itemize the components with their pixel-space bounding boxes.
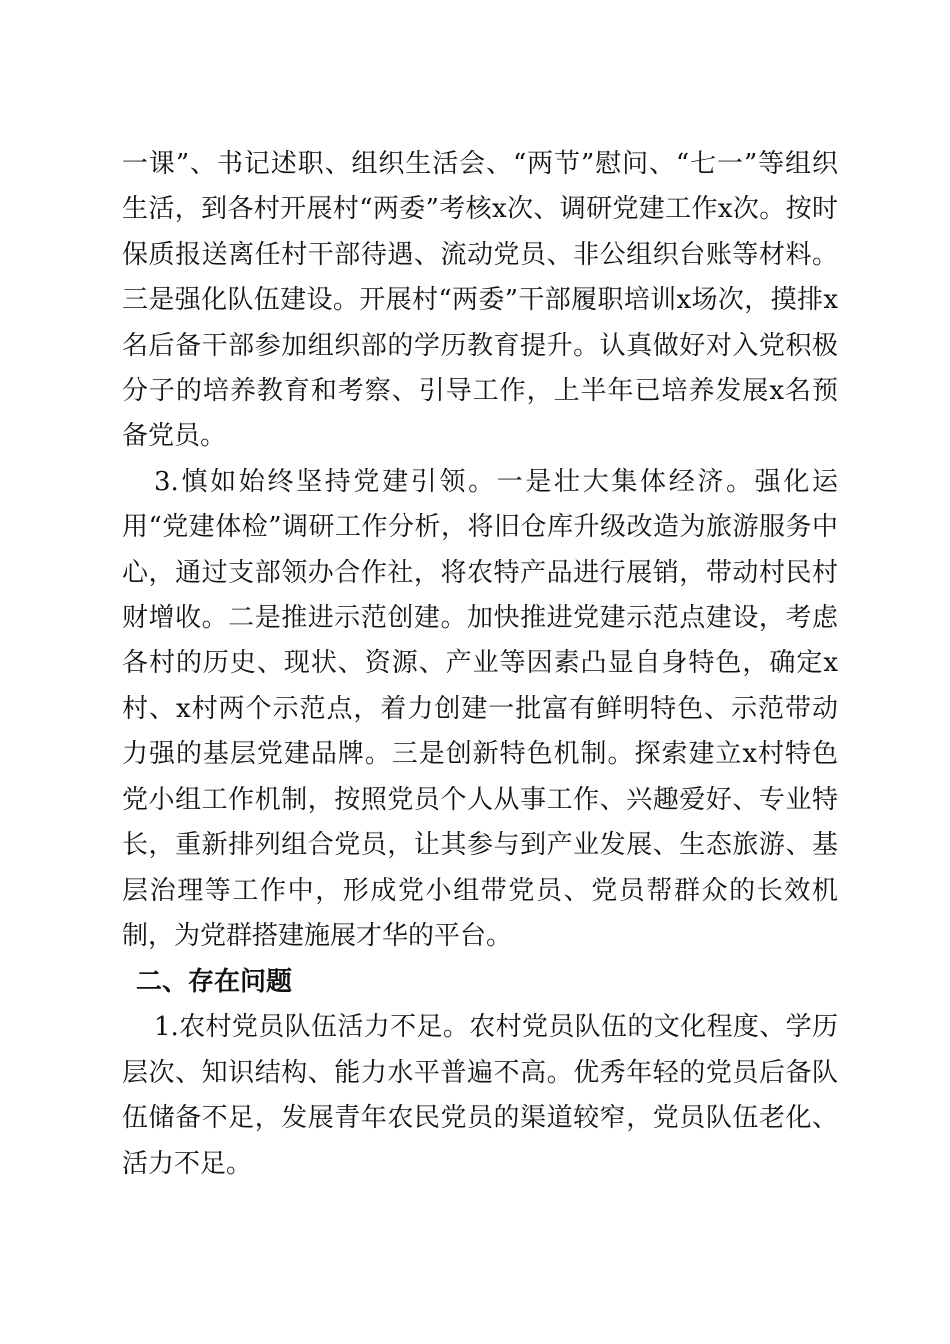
paragraph-party-building-continuation: 一课”、书记述职、组织生活会、“两节”慰问、“七一”等组织生活，到各村开展村“两委”考核x次、调研党建工作x次。按时保质报送离任村干部待遇、流动党员、非公组织台账等材料。三是强化队伍建设。开展村“两委”干部履职培训x场次，摸排x名后备干部参加组织部的学历教育提升。认真做好对入党积极分子的培养教育和考察、引导工作，上半年已培养发展x名预备党员。 [122,149,838,452]
paragraph-rural-party-members: 1.农村党员队伍活力不足。农村党员队伍的文化程度、学历层次、知识结构、能力水平普遍不高。优秀年轻的党员后备队伍储备不足，发展青年农民党员的渠道较窄，党员队伍老化、活力不足。 [122,1012,838,1179]
section-heading-existing-problems: 二、存在问题 [136,967,293,998]
paragraph-party-leadership: 3.慎如始终坚持党建引领。一是壮大集体经济。强化运用“党建体检”调研工作分析，将旧仓库升级改造为旅游服务中心，通过支部领办合作社，将农特产品进行展销，带动村民村财增收。二是推进示范创建。加快推进党建示范点建设，考虑各村的历史、现状、资源、产业等因素凸显自身特色，确定x村、x村两个示范点，着力创建一批富有鲜明特色、示范带动力强的基层党建品牌。三是创新特色机制。探索建立x村特色党小组工作机制，按照党员个人从事工作、兴趣爱好、专业特长，重新排列组合党员，让其参与到产业发展、生态旅游、基层治理等工作中，形成党小组带党员、党员帮群众的长效机制，为党群搭建施展才华的平台。 [122,466,838,951]
document-body [122,142,838,1187]
